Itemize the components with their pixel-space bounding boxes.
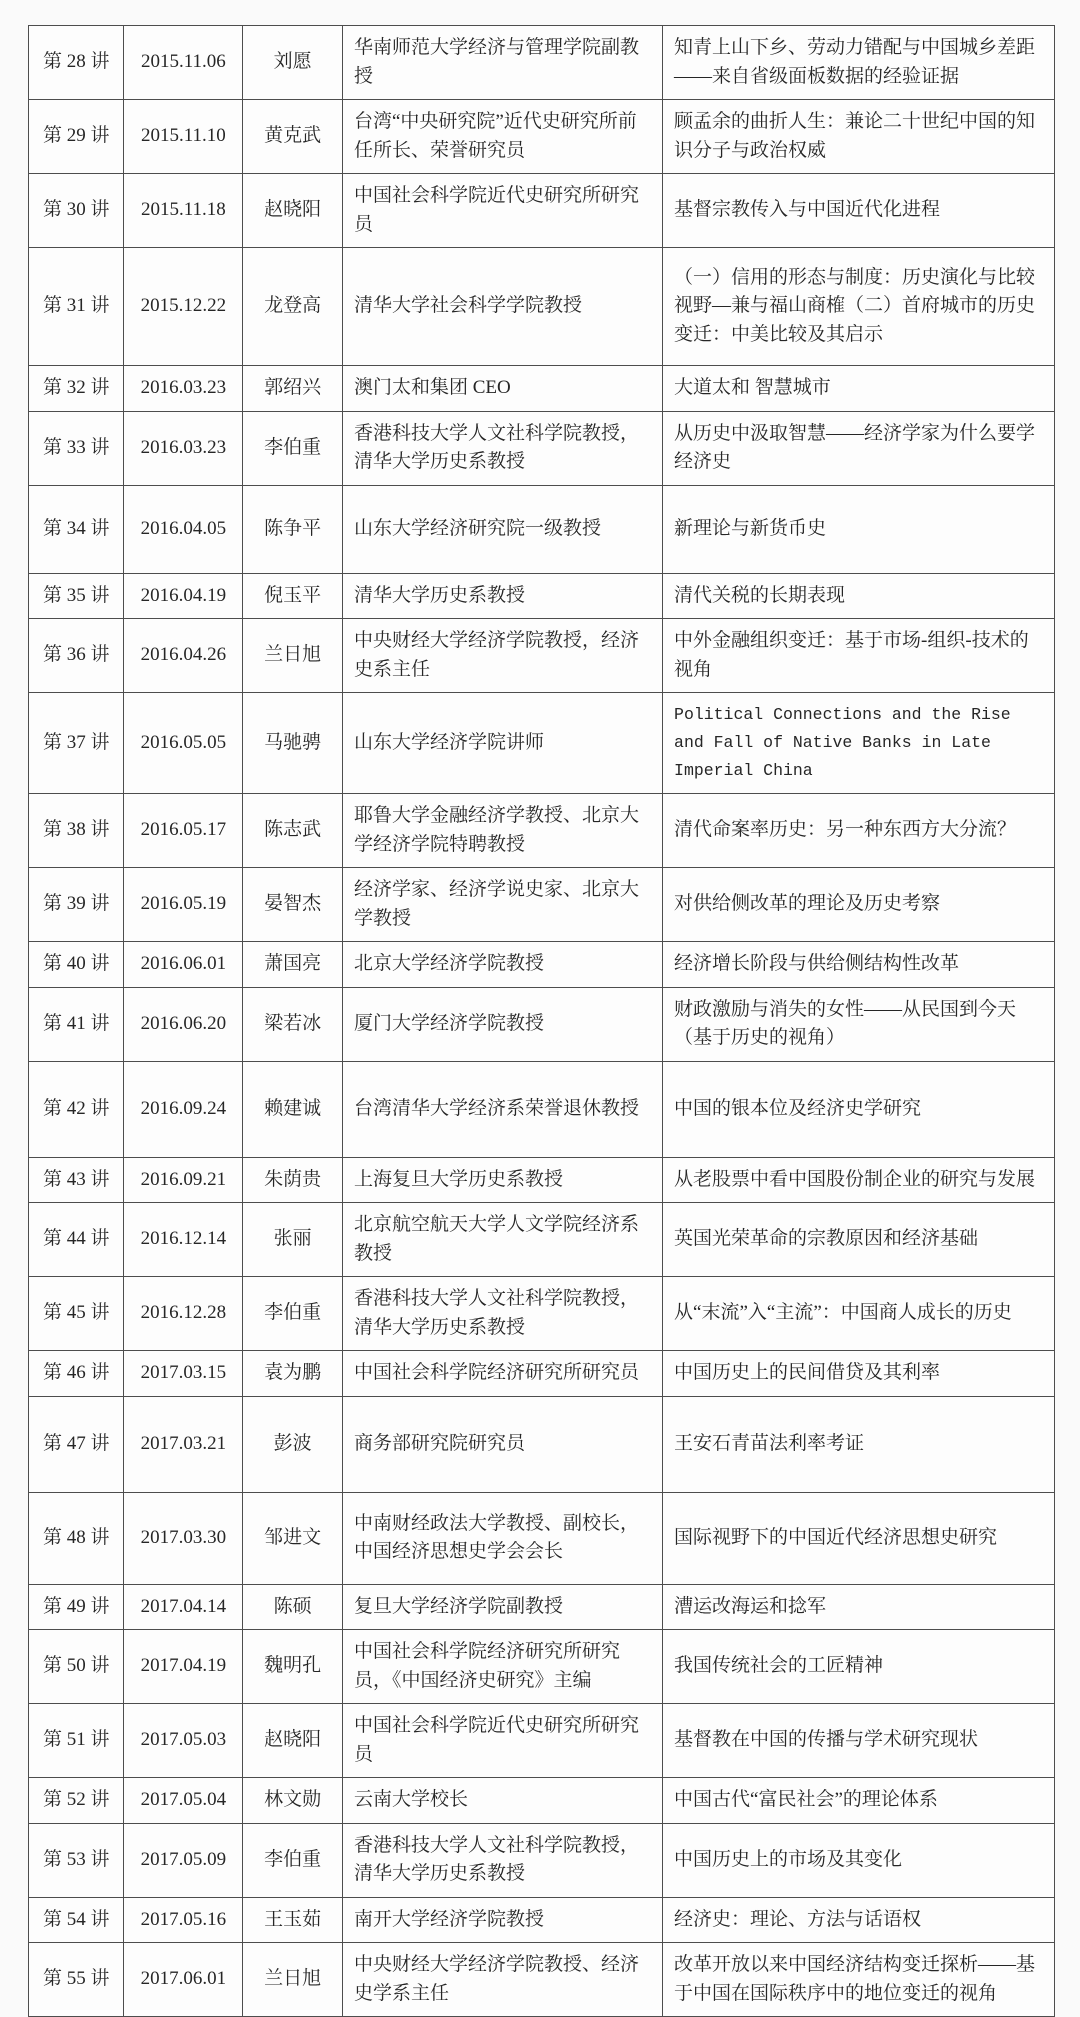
table-row — [29, 485, 1055, 573]
table-row — [29, 1943, 1055, 2017]
lecture-title-cell: 从老股票中看中国股份制企业的研究与发展 — [663, 1157, 1055, 1203]
lecture-number-cell: 第 39 讲 — [29, 868, 124, 942]
lecture-title-cell: 财政激励与消失的女性——从民国到今天（基于历史的视角） — [663, 987, 1055, 1061]
affiliation-cell: 北京大学经济学院教授 — [342, 942, 662, 988]
affiliation-cell: 香港科技大学人文社科学院教授，清华大学历史系教授 — [342, 1277, 662, 1351]
affiliation-cell: 中国社会科学院近代史研究所研究员 — [342, 174, 662, 248]
affiliation-cell: 山东大学经济研究院一级教授 — [342, 485, 662, 573]
lecture-title-cell: 国际视野下的中国近代经济思想史研究 — [663, 1492, 1055, 1584]
lecture-title-cell: 对供给侧改革的理论及历史考察 — [663, 868, 1055, 942]
lecture-title-cell: 大道太和 智慧城市 — [663, 366, 1055, 412]
speaker-name-cell: 倪玉平 — [243, 573, 343, 619]
lecture-number-cell: 第 43 讲 — [29, 1157, 124, 1203]
table-row — [29, 1157, 1055, 1203]
lecture-date-cell: 2016.06.20 — [124, 987, 243, 1061]
lecture-date-cell: 2016.05.17 — [124, 794, 243, 868]
speaker-name-cell: 兰日旭 — [243, 1943, 343, 2017]
lecture-date-cell: 2016.04.05 — [124, 485, 243, 573]
affiliation-cell: 上海复旦大学历史系教授 — [342, 1157, 662, 1203]
affiliation-cell: 中国社会科学院近代史研究所研究员 — [342, 1704, 662, 1778]
lecture-date-cell: 2015.11.10 — [124, 100, 243, 174]
table-row — [29, 573, 1055, 619]
affiliation-cell: 清华大学历史系教授 — [342, 573, 662, 619]
affiliation-cell: 清华大学社会科学学院教授 — [342, 248, 662, 366]
lecture-number-cell: 第 48 讲 — [29, 1492, 124, 1584]
lecture-date-cell: 2017.03.15 — [124, 1351, 243, 1397]
table-row — [29, 26, 1055, 100]
lecture-number-cell: 第 53 讲 — [29, 1823, 124, 1897]
affiliation-cell: 中央财经大学经济学院教授，经济史系主任 — [342, 619, 662, 693]
lecture-number-cell: 第 44 讲 — [29, 1203, 124, 1277]
speaker-name-cell: 陈硕 — [243, 1584, 343, 1630]
lecture-date-cell: 2017.03.21 — [124, 1396, 243, 1492]
lecture-date-cell: 2016.04.26 — [124, 619, 243, 693]
table-row — [29, 1630, 1055, 1704]
affiliation-cell: 经济学家、经济学说史家、北京大学教授 — [342, 868, 662, 942]
table-row — [29, 1823, 1055, 1897]
lecture-number-cell: 第 40 讲 — [29, 942, 124, 988]
table-row — [29, 1061, 1055, 1157]
lecture-title-cell: 中外金融组织变迁：基于市场-组织-技术的视角 — [663, 619, 1055, 693]
speaker-name-cell: 张丽 — [243, 1203, 343, 1277]
affiliation-cell: 中南财经政法大学教授、副校长，中国经济思想史学会会长 — [342, 1492, 662, 1584]
lecture-number-cell: 第 30 讲 — [29, 174, 124, 248]
lecture-date-cell: 2017.04.19 — [124, 1630, 243, 1704]
lecture-title-cell: 王安石青苗法利率考证 — [663, 1396, 1055, 1492]
lecture-title-cell: 中国历史上的市场及其变化 — [663, 1823, 1055, 1897]
lecture-title-cell: 中国古代“富民社会”的理论体系 — [663, 1778, 1055, 1824]
speaker-name-cell: 黄克武 — [243, 100, 343, 174]
table-row — [29, 174, 1055, 248]
lecture-number-cell: 第 37 讲 — [29, 693, 124, 794]
lecture-title-cell: （一）信用的形态与制度：历史演化与比较视野—兼与福山商榷（二）首府城市的历史变迁：中美比较及其启示 — [663, 248, 1055, 366]
lecture-date-cell: 2016.12.28 — [124, 1277, 243, 1351]
affiliation-cell: 山东大学经济学院讲师 — [342, 693, 662, 794]
lecture-date-cell: 2017.05.03 — [124, 1704, 243, 1778]
lecture-title-cell: 从“末流”入“主流”：中国商人成长的历史 — [663, 1277, 1055, 1351]
lecture-title-cell: 基督教在中国的传播与学术研究现状 — [663, 1704, 1055, 1778]
table-row — [29, 868, 1055, 942]
table-row — [29, 1584, 1055, 1630]
lecture-number-cell: 第 47 讲 — [29, 1396, 124, 1492]
lecture-number-cell: 第 42 讲 — [29, 1061, 124, 1157]
speaker-name-cell: 晏智杰 — [243, 868, 343, 942]
lecture-number-cell: 第 31 讲 — [29, 248, 124, 366]
lecture-schedule — [28, 25, 1055, 2017]
lecture-title-cell: 我国传统社会的工匠精神 — [663, 1630, 1055, 1704]
lecture-date-cell: 2016.05.05 — [124, 693, 243, 794]
affiliation-cell: 耶鲁大学金融经济学教授、北京大学经济学院特聘教授 — [342, 794, 662, 868]
table-row — [29, 1704, 1055, 1778]
affiliation-cell: 云南大学校长 — [342, 1778, 662, 1824]
speaker-name-cell: 龙登高 — [243, 248, 343, 366]
table-row — [29, 1351, 1055, 1397]
lecture-title-cell: 经济史：理论、方法与话语权 — [663, 1897, 1055, 1943]
lecture-date-cell: 2016.09.21 — [124, 1157, 243, 1203]
affiliation-cell: 北京航空航天大学人文学院经济系教授 — [342, 1203, 662, 1277]
lecture-number-cell: 第 34 讲 — [29, 485, 124, 573]
lecture-title-cell: 漕运改海运和捻军 — [663, 1584, 1055, 1630]
table-row — [29, 1492, 1055, 1584]
lecture-title-cell: 清代关税的长期表现 — [663, 573, 1055, 619]
lecture-number-cell: 第 45 讲 — [29, 1277, 124, 1351]
lecture-number-cell: 第 29 讲 — [29, 100, 124, 174]
table-row — [29, 942, 1055, 988]
lecture-title-cell: 经济增长阶段与供给侧结构性改革 — [663, 942, 1055, 988]
lecture-title-cell: Political Connections and the Rise and Fall of Native Banks in Late Imperial China — [663, 693, 1055, 794]
speaker-name-cell: 梁若冰 — [243, 987, 343, 1061]
lecture-date-cell: 2016.03.23 — [124, 411, 243, 485]
lecture-number-cell: 第 28 讲 — [29, 26, 124, 100]
speaker-name-cell: 林文勋 — [243, 1778, 343, 1824]
lecture-title-cell: 知青上山下乡、劳动力错配与中国城乡差距——来自省级面板数据的经验证据 — [663, 26, 1055, 100]
lecture-number-cell: 第 36 讲 — [29, 619, 124, 693]
speaker-name-cell: 赵晓阳 — [243, 174, 343, 248]
speaker-name-cell: 兰日旭 — [243, 619, 343, 693]
lecture-number-cell: 第 55 讲 — [29, 1943, 124, 2017]
speaker-name-cell: 李伯重 — [243, 411, 343, 485]
lecture-number-cell: 第 41 讲 — [29, 987, 124, 1061]
table-row — [29, 1778, 1055, 1824]
affiliation-cell: 澳门太和集团 CEO — [342, 366, 662, 412]
table-row — [29, 100, 1055, 174]
table-row — [29, 693, 1055, 794]
lecture-number-cell: 第 49 讲 — [29, 1584, 124, 1630]
lecture-date-cell: 2017.05.04 — [124, 1778, 243, 1824]
speaker-name-cell: 萧国亮 — [243, 942, 343, 988]
lecture-title-cell: 从历史中汲取智慧——经济学家为什么要学经济史 — [663, 411, 1055, 485]
lecture-date-cell: 2016.12.14 — [124, 1203, 243, 1277]
affiliation-cell: 中央财经大学经济学院教授、经济史学系主任 — [342, 1943, 662, 2017]
affiliation-cell: 台湾清华大学经济系荣誉退休教授 — [342, 1061, 662, 1157]
speaker-name-cell: 陈争平 — [243, 485, 343, 573]
lecture-title-cell: 顾孟余的曲折人生：兼论二十世纪中国的知识分子与政治权威 — [663, 100, 1055, 174]
affiliation-cell: 华南师范大学经济与管理学院副教授 — [342, 26, 662, 100]
table-row — [29, 987, 1055, 1061]
lecture-number-cell: 第 51 讲 — [29, 1704, 124, 1778]
lecture-title-cell: 新理论与新货币史 — [663, 485, 1055, 573]
speaker-name-cell: 赵晓阳 — [243, 1704, 343, 1778]
affiliation-cell: 台湾“中央研究院”近代史研究所前任所长、荣誉研究员 — [342, 100, 662, 174]
speaker-name-cell: 朱荫贵 — [243, 1157, 343, 1203]
lecture-number-cell: 第 46 讲 — [29, 1351, 124, 1397]
lecture-title-cell: 中国历史上的民间借贷及其利率 — [663, 1351, 1055, 1397]
table-row — [29, 366, 1055, 412]
table-body — [29, 26, 1055, 2017]
speaker-name-cell: 彭波 — [243, 1396, 343, 1492]
speaker-name-cell: 陈志武 — [243, 794, 343, 868]
lecture-date-cell: 2017.05.09 — [124, 1823, 243, 1897]
lecture-number-cell: 第 38 讲 — [29, 794, 124, 868]
lecture-date-cell: 2016.09.24 — [124, 1061, 243, 1157]
lecture-schedule-table — [28, 25, 1055, 2017]
lecture-title-cell: 清代命案率历史：另一种东西方大分流？ — [663, 794, 1055, 868]
speaker-name-cell: 马驰骋 — [243, 693, 343, 794]
speaker-name-cell: 袁为鹏 — [243, 1351, 343, 1397]
affiliation-cell: 香港科技大学人文社科学院教授，清华大学历史系教授 — [342, 1823, 662, 1897]
lecture-number-cell: 第 32 讲 — [29, 366, 124, 412]
lecture-date-cell: 2016.04.19 — [124, 573, 243, 619]
lecture-number-cell: 第 50 讲 — [29, 1630, 124, 1704]
affiliation-cell: 香港科技大学人文社科学院教授，清华大学历史系教授 — [342, 411, 662, 485]
lecture-title-cell: 中国的银本位及经济史学研究 — [663, 1061, 1055, 1157]
lecture-number-cell: 第 35 讲 — [29, 573, 124, 619]
lecture-title-cell: 英国光荣革命的宗教原因和经济基础 — [663, 1203, 1055, 1277]
affiliation-cell: 中国社会科学院经济研究所研究员 — [342, 1351, 662, 1397]
lecture-date-cell: 2016.05.19 — [124, 868, 243, 942]
speaker-name-cell: 郭绍兴 — [243, 366, 343, 412]
table-row — [29, 248, 1055, 366]
lecture-date-cell: 2015.11.06 — [124, 26, 243, 100]
speaker-name-cell: 邹进文 — [243, 1492, 343, 1584]
lecture-title-cell: 基督宗教传入与中国近代化进程 — [663, 174, 1055, 248]
speaker-name-cell: 李伯重 — [243, 1823, 343, 1897]
lecture-number-cell: 第 33 讲 — [29, 411, 124, 485]
table-row — [29, 1897, 1055, 1943]
lecture-date-cell: 2015.12.22 — [124, 248, 243, 366]
speaker-name-cell: 李伯重 — [243, 1277, 343, 1351]
speaker-name-cell: 刘愿 — [243, 26, 343, 100]
lecture-date-cell: 2016.06.01 — [124, 942, 243, 988]
speaker-name-cell: 王玉茹 — [243, 1897, 343, 1943]
table-row — [29, 619, 1055, 693]
lecture-date-cell: 2015.11.18 — [124, 174, 243, 248]
speaker-name-cell: 魏明孔 — [243, 1630, 343, 1704]
lecture-date-cell: 2017.04.14 — [124, 1584, 243, 1630]
table-row — [29, 794, 1055, 868]
lecture-date-cell: 2016.03.23 — [124, 366, 243, 412]
table-row — [29, 411, 1055, 485]
affiliation-cell: 南开大学经济学院教授 — [342, 1897, 662, 1943]
affiliation-cell: 中国社会科学院经济研究所研究员，《中国经济史研究》主编 — [342, 1630, 662, 1704]
lecture-title-cell: 改革开放以来中国经济结构变迁探析——基于中国在国际秩序中的地位变迁的视角 — [663, 1943, 1055, 2017]
table-row — [29, 1277, 1055, 1351]
lecture-number-cell: 第 52 讲 — [29, 1778, 124, 1824]
speaker-name-cell: 赖建诚 — [243, 1061, 343, 1157]
table-row — [29, 1203, 1055, 1277]
table-row — [29, 1396, 1055, 1492]
affiliation-cell: 复旦大学经济学院副教授 — [342, 1584, 662, 1630]
affiliation-cell: 厦门大学经济学院教授 — [342, 987, 662, 1061]
affiliation-cell: 商务部研究院研究员 — [342, 1396, 662, 1492]
lecture-date-cell: 2017.03.30 — [124, 1492, 243, 1584]
lecture-date-cell: 2017.06.01 — [124, 1943, 243, 2017]
lecture-number-cell: 第 54 讲 — [29, 1897, 124, 1943]
lecture-date-cell: 2017.05.16 — [124, 1897, 243, 1943]
